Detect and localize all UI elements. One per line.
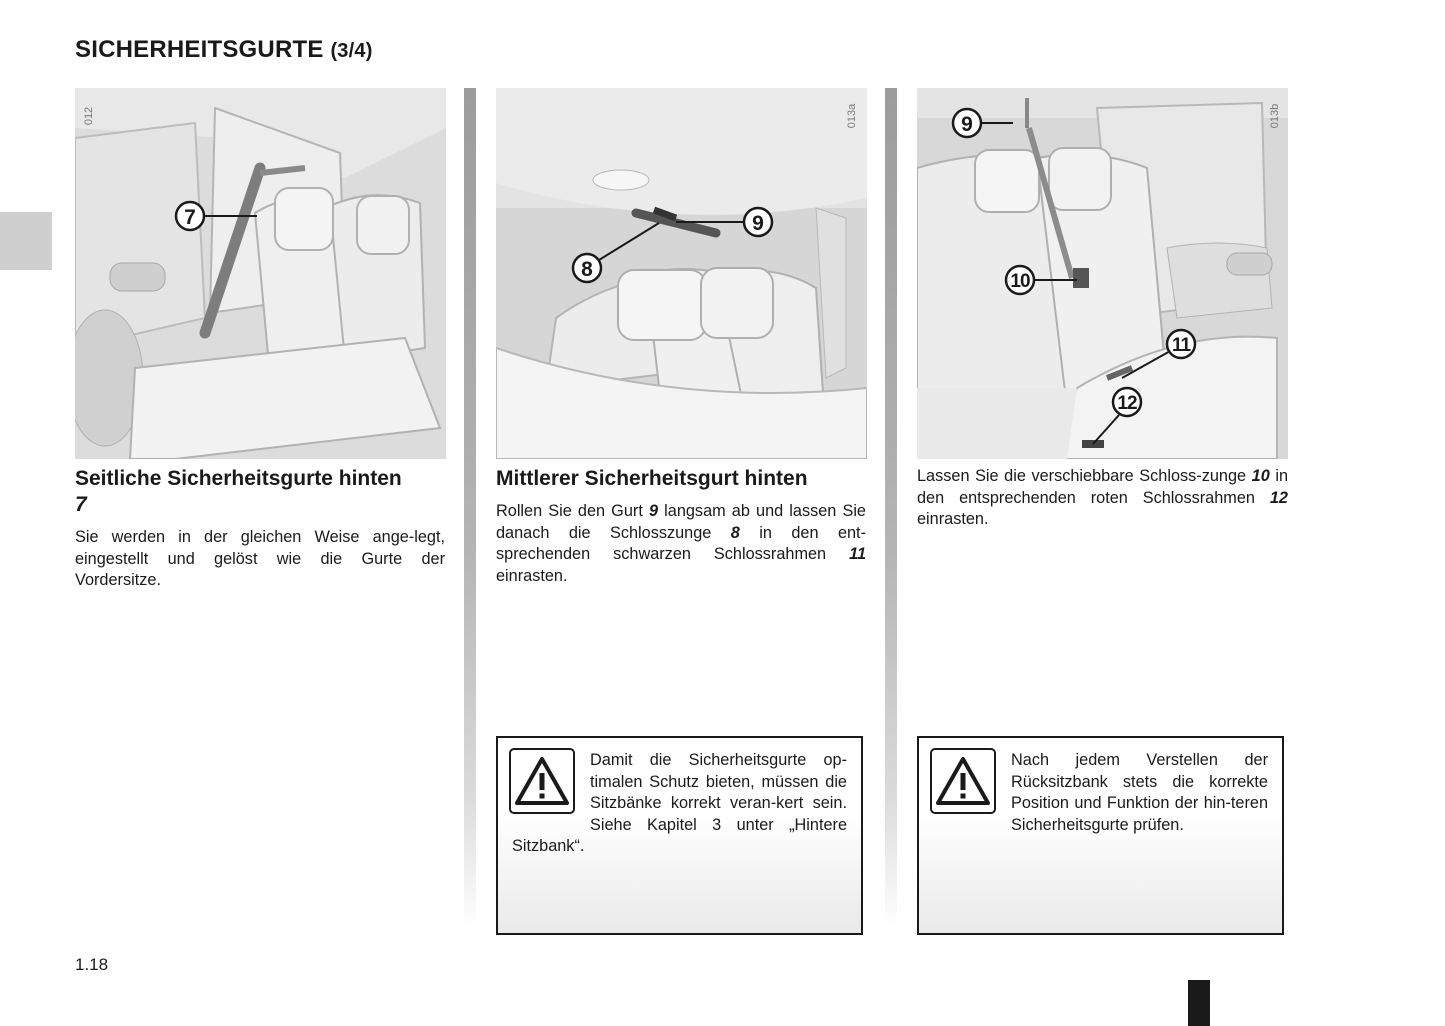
callout-9-label: 9 (752, 212, 764, 235)
heading-side-belts-text: Seitliche Sicherheitsgurte hinten (75, 467, 402, 490)
rear-seat-illustration (75, 88, 446, 459)
text-center-belt-part: langsam ab und lassen Sie danach die Schlosszunge (496, 502, 866, 542)
figure-code-2 (843, 96, 861, 136)
text-center-belt (496, 501, 866, 587)
text-sliding-latch-part: Lassen Sie die verschiebbare Schloss-zunge (917, 467, 1252, 485)
text-sliding-latch-part: einrasten. (917, 510, 989, 528)
callout-9b-label: 9 (961, 113, 973, 136)
heading-side-belts (75, 466, 415, 518)
section-side-tab (0, 212, 52, 270)
heading-side-belts-ref: 7 (75, 493, 87, 516)
column-divider-right (885, 88, 897, 928)
ref-buckle-11: 11 (849, 545, 866, 563)
callout-12-label: 12 (1117, 393, 1137, 414)
callout-10 (1006, 266, 1034, 294)
callout-8 (573, 254, 601, 282)
callout-11 (1167, 330, 1195, 358)
rear-bench-illustration (917, 88, 1288, 459)
figure-side-belts (75, 88, 446, 459)
callout-11-label: 11 (1171, 335, 1191, 356)
figure-sliding-latch (917, 88, 1288, 459)
page-title-part: (3/4) (330, 40, 373, 62)
text-sliding-latch-part: in den entsprechenden roten Schlossrahmen (917, 467, 1289, 507)
warning-triangle-icon (509, 748, 575, 814)
text-center-belt-part: einrasten. (496, 566, 568, 585)
figure-code-1 (80, 96, 98, 136)
text-center-belt-part: Rollen Sie den Gurt (496, 502, 649, 520)
callout-10-label: 10 (1010, 271, 1030, 292)
figure-code-2-text: 013a (846, 103, 859, 129)
rear-center-seat-illustration (496, 88, 867, 459)
figure-code-3 (1266, 96, 1284, 136)
page-title (75, 36, 373, 64)
callout-7-label: 7 (184, 206, 196, 229)
figure-code-1-text: 012 (83, 106, 96, 126)
ref-belt-9: 9 (648, 502, 659, 520)
warning-text-bench: Nach jedem Verstellen der Rücksitzbank stets die korrekte Position und Funktion der hin-teren Sicherheitsgurte prüfen. (1011, 751, 1268, 834)
ref-latch-8: 8 (730, 523, 740, 542)
warning-box-seats (496, 736, 863, 935)
heading-center-belt: Mittlerer Sicherheitsgurt hinten (496, 467, 808, 490)
page-number: 1.18 (75, 955, 109, 974)
warning-triangle-icon (930, 748, 996, 814)
callout-12 (1113, 388, 1141, 416)
callout-9b (953, 109, 981, 137)
figure-center-belt (496, 88, 867, 459)
text-center-belt-part: in den ent-sprechenden schwarzen Schlossrahmen (496, 523, 866, 563)
page-title-text: SICHERHEITSGURTE (75, 36, 324, 63)
ref-buckle-12: 12 (1269, 488, 1288, 507)
ref-latch-10: 10 (1251, 467, 1270, 485)
text-sliding-latch (917, 466, 1288, 531)
column-divider-left (464, 88, 476, 928)
figure-code-3-text: 013b (1269, 103, 1282, 129)
warning-box-bench (917, 736, 1284, 935)
page-corner-tab (1188, 980, 1210, 1026)
text-side-belts: Sie werden in der gleichen Weise ange-legt, eingestellt und gelöst wie die Gurte der Vordersitze. (75, 528, 445, 589)
callout-7 (176, 202, 204, 230)
callout-9 (744, 208, 772, 236)
callout-8-label: 8 (581, 258, 593, 281)
warning-text-seats: Damit die Sicherheitsgurte op-timalen Schutz bieten, müssen die Sitzbänke korrekt veran-kert sein. Siehe Kapitel 3 unter „Hintere Sitzbank“. (512, 751, 847, 855)
